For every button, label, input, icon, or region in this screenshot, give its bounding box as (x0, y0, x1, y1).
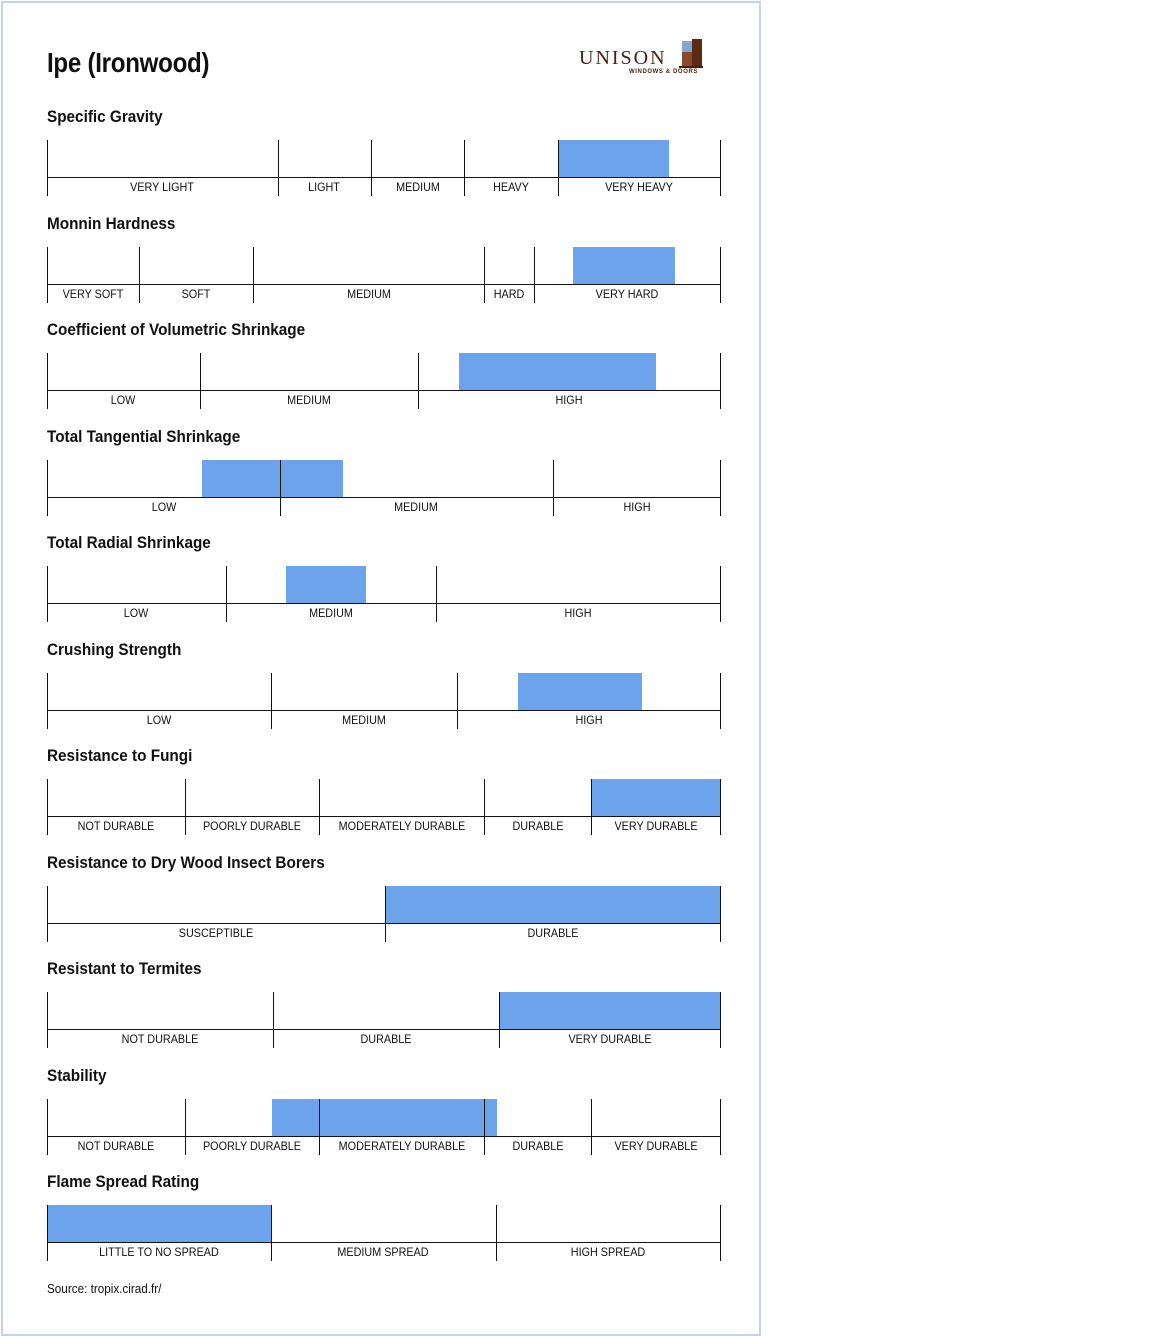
scale-category-label: NOT DURABLE (77, 819, 155, 833)
scale-baseline (47, 1242, 721, 1243)
scale-divider (47, 566, 48, 622)
rating-scale (47, 140, 721, 196)
scale-category-label: HIGH (564, 606, 592, 620)
unison-logo (579, 39, 719, 79)
rating-highlight-bar (202, 460, 343, 497)
scale-category-label: MEDIUM (309, 606, 353, 620)
scale-divider (591, 779, 592, 835)
scale-divider (720, 886, 721, 942)
scale-category-label: HIGH SPREAD (570, 1245, 646, 1259)
scale-category-label: MEDIUM (394, 500, 438, 514)
scale-category-label: LOW (110, 393, 136, 407)
rating-scale (47, 1099, 721, 1155)
section-title: Total Tangential Shrinkage (47, 427, 241, 446)
scale-category-label: DURABLE (512, 1139, 564, 1153)
scale-category-label: VERY DURABLE (614, 819, 698, 833)
section-title: Resistant to Termites (47, 959, 202, 978)
logo-tagline: WINDOWS & DOORS (629, 69, 698, 75)
scale-divider (720, 992, 721, 1048)
scale-category-label: VERY HEAVY (605, 180, 673, 194)
scale-divider (47, 673, 48, 729)
section-title: Coefficient of Volumetric Shrinkage (47, 320, 306, 339)
scale-category-label: NOT DURABLE (121, 1032, 199, 1046)
datasheet (1, 1, 761, 1336)
scale-divider (720, 1099, 721, 1155)
logo-window-icon (679, 39, 703, 69)
scale-divider (720, 1205, 721, 1261)
page-title: Ipe (Ironwood) (47, 47, 210, 78)
scale-divider (720, 779, 721, 835)
scale-divider (720, 353, 721, 409)
scale-category-label: LOW (151, 500, 177, 514)
scale-category-label: VERY DURABLE (614, 1139, 698, 1153)
scale-divider (278, 140, 279, 196)
scale-category-label: HARD (493, 287, 525, 301)
section-title: Stability (47, 1066, 107, 1085)
scale-category-label: VERY LIGHT (130, 180, 194, 194)
rating-highlight-bar (286, 566, 366, 603)
scale-divider (47, 1099, 48, 1155)
scale-divider (720, 460, 721, 516)
section-title: Specific Gravity (47, 107, 163, 126)
scale-category-label: MODERATELY DURABLE (338, 819, 466, 833)
scale-divider (139, 247, 140, 303)
scale-baseline (47, 284, 721, 285)
scale-divider (484, 247, 485, 303)
scale-divider (273, 992, 274, 1048)
scale-divider (558, 140, 559, 196)
rating-scale (47, 886, 721, 942)
scale-divider (484, 779, 485, 835)
scale-category-label: POORLY DURABLE (202, 819, 302, 833)
scale-divider (280, 460, 281, 516)
logo-wordmark: UNISON (579, 47, 667, 69)
scale-divider (271, 1205, 272, 1261)
scale-baseline (47, 390, 721, 391)
rating-scale (47, 673, 721, 729)
rating-highlight-bar (573, 247, 675, 284)
scale-category-label: HIGH (555, 393, 583, 407)
scale-category-label: DURABLE (360, 1032, 412, 1046)
rating-highlight-bar (272, 1099, 497, 1136)
scale-divider (720, 140, 721, 196)
rating-highlight-bar (591, 779, 721, 816)
scale-divider (47, 140, 48, 196)
rating-scale (47, 1205, 721, 1261)
scale-divider (457, 673, 458, 729)
scale-category-label: SOFT (181, 287, 211, 301)
scale-category-label: VERY HARD (595, 287, 659, 301)
scale-divider (371, 140, 372, 196)
rating-scale (47, 353, 721, 409)
scale-category-label: LOW (146, 713, 172, 727)
rating-highlight-bar (459, 353, 656, 390)
scale-divider (464, 140, 465, 196)
scale-category-label: MEDIUM (287, 393, 331, 407)
scale-category-label: DURABLE (527, 926, 579, 940)
scale-baseline (47, 497, 721, 498)
scale-category-label: POORLY DURABLE (202, 1139, 302, 1153)
scale-baseline (47, 923, 721, 924)
scale-divider (319, 1099, 320, 1155)
scale-divider (271, 673, 272, 729)
scale-divider (47, 353, 48, 409)
scale-divider (319, 779, 320, 835)
scale-divider (47, 886, 48, 942)
scale-divider (720, 673, 721, 729)
section-title: Flame Spread Rating (47, 1172, 200, 1191)
scale-divider (484, 1099, 485, 1155)
scale-category-label: MEDIUM (347, 287, 391, 301)
scale-category-label: MEDIUM (342, 713, 386, 727)
rating-scale (47, 460, 721, 516)
scale-divider (47, 992, 48, 1048)
rating-highlight-bar (518, 673, 642, 710)
scale-divider (553, 460, 554, 516)
section-title: Resistance to Dry Wood Insect Borers (47, 853, 325, 872)
scale-divider (418, 353, 419, 409)
rating-highlight-bar (385, 886, 721, 923)
rating-scale (47, 566, 721, 622)
scale-category-label: MODERATELY DURABLE (338, 1139, 466, 1153)
scale-category-label: MEDIUM (396, 180, 440, 194)
rating-scale (47, 779, 721, 835)
scale-divider (496, 1205, 497, 1261)
scale-baseline (47, 603, 721, 604)
scale-category-label: SUSCEPTIBLE (178, 926, 254, 940)
scale-baseline (47, 816, 721, 817)
scale-category-label: LITTLE TO NO SPREAD (99, 1245, 219, 1259)
scale-category-label: HEAVY (493, 180, 529, 194)
scale-divider (436, 566, 437, 622)
scale-category-label: HIGH (623, 500, 651, 514)
scale-divider (200, 353, 201, 409)
section-title: Monnin Hardness (47, 214, 176, 233)
scale-divider (253, 247, 254, 303)
rating-scale (47, 247, 721, 303)
scale-category-label: DURABLE (512, 819, 564, 833)
scale-baseline (47, 1029, 721, 1030)
scale-divider (226, 566, 227, 622)
scale-divider (720, 566, 721, 622)
section-title: Resistance to Fungi (47, 746, 193, 765)
scale-divider (185, 779, 186, 835)
scale-divider (47, 460, 48, 516)
section-title: Crushing Strength (47, 640, 182, 659)
scale-category-label: VERY DURABLE (568, 1032, 652, 1046)
scale-baseline (47, 177, 721, 178)
source-note: Source: tropix.cirad.fr/ (47, 1281, 162, 1296)
rating-highlight-bar (499, 992, 721, 1029)
rating-highlight-bar (558, 140, 669, 177)
scale-divider (185, 1099, 186, 1155)
scale-baseline (47, 710, 721, 711)
scale-divider (385, 886, 386, 942)
scale-divider (720, 247, 721, 303)
scale-divider (47, 247, 48, 303)
scale-category-label: VERY SOFT (62, 287, 124, 301)
scale-category-label: HIGH (575, 713, 603, 727)
scale-category-label: LOW (123, 606, 149, 620)
scale-divider (47, 779, 48, 835)
scale-baseline (47, 1136, 721, 1137)
scale-category-label: NOT DURABLE (77, 1139, 155, 1153)
scale-category-label: LIGHT (308, 180, 340, 194)
scale-divider (534, 247, 535, 303)
rating-highlight-bar (47, 1205, 271, 1242)
scale-divider (499, 992, 500, 1048)
scale-divider (591, 1099, 592, 1155)
rating-scale (47, 992, 721, 1048)
scale-divider (47, 1205, 48, 1261)
scale-category-label: MEDIUM SPREAD (337, 1245, 429, 1259)
section-title: Total Radial Shrinkage (47, 533, 211, 552)
